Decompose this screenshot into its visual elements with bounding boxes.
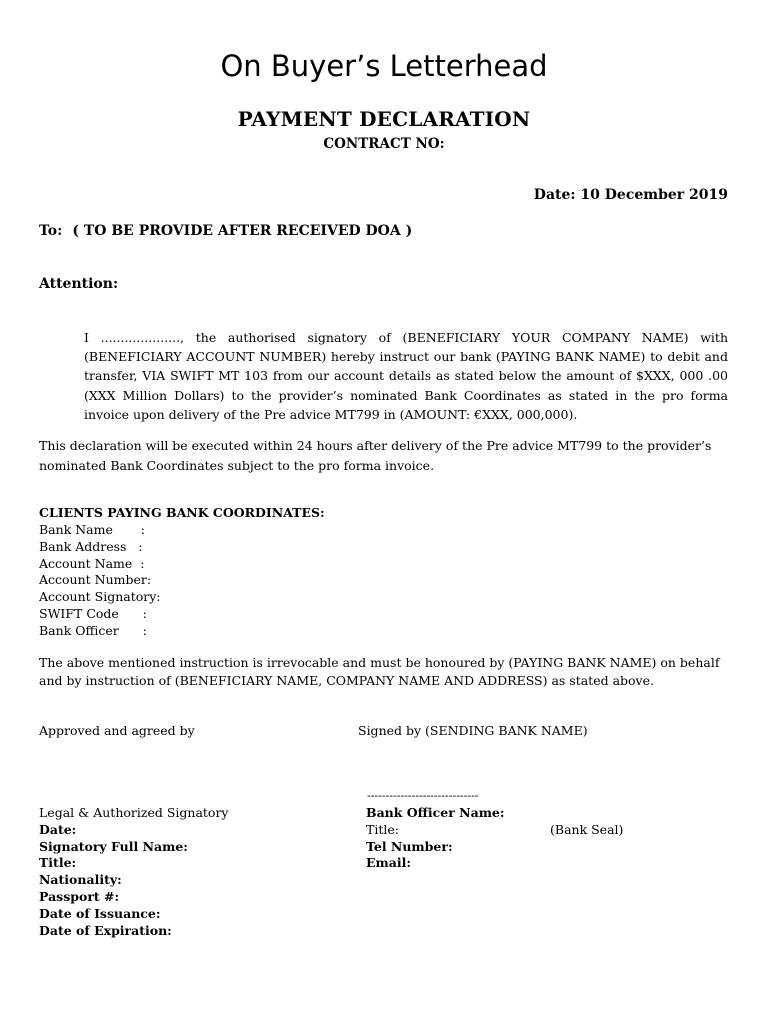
signatory-field: Date of Issuance: <box>39 905 161 921</box>
contract-number: CONTRACT NO: <box>323 136 445 152</box>
signatory-field: Signatory Full Name: <box>39 838 188 854</box>
document-date: Date: 10 December 2019 <box>533 187 728 203</box>
signatory-field: Passport #: <box>39 888 120 904</box>
signatory-field: Date: <box>39 821 77 837</box>
signatory-details <box>39 805 228 939</box>
approved-label: Approved and agreed by <box>39 723 195 738</box>
recipient-label: To: <box>39 223 63 239</box>
recipient-line <box>39 222 412 240</box>
coordinate-field: Account Number: <box>39 572 152 588</box>
coordinate-field: Bank Officer : <box>39 622 147 638</box>
bank-officer-field: Email: <box>366 855 411 871</box>
bank-officer-field: Tel Number: <box>366 838 453 854</box>
bank-coordinates-list <box>39 522 161 640</box>
coordinate-field: Account Name : <box>39 555 145 571</box>
bank-officer-details <box>366 805 504 872</box>
signed-by-label: Signed by (SENDING BANK NAME) <box>358 723 588 738</box>
irrevocable-paragraph: The above mentioned instruction is irrevocable and must be honoured by (PAYING BANK NAME) on behalf and by instruction of (BENEFICIARY NAME, COMPANY NAME AND ADDRESS) as stated above. <box>39 655 720 688</box>
bank-officer-field: Bank Officer Name: <box>366 805 505 820</box>
signatory-field: Nationality: <box>39 872 122 888</box>
instruction-paragraph: I ...................., the authorised signatory of (BENEFICIARY YOUR COMPANY NAME) with (BENEFICIARY ACCOUNT NUMBER) hereby instruct our bank (PAYING BANK NAME) to debit and transfer, VIA SWIFT MT 103 from our account details as stated below the amount of $XXX, 000 .00 (XXX Million Dollars) to the provider’s nominated Bank Coordinates as stated in the pro forma invoice upon delivery of the Pre advice MT799 in (AMOUNT: €XXX, 000,000). <box>84 330 728 422</box>
signatory-field: Date of Expiration: <box>39 922 172 938</box>
coordinate-field: Bank Address : <box>39 538 143 554</box>
coordinate-field: Bank Name : <box>39 522 145 537</box>
coordinate-field: Account Signatory: <box>39 589 161 605</box>
attention-label: Attention: <box>39 276 119 292</box>
execution-paragraph: This declaration will be executed within 24 hours after delivery of the Pre advice MT799 to the provider’s nominated Bank Coordinates subject to the pro forma invoice. <box>39 438 712 473</box>
bank-coordinates-heading: CLIENTS PAYING BANK COORDINATES: <box>39 505 325 520</box>
signatory-field: Title: <box>39 855 77 871</box>
coordinate-field: SWIFT Code : <box>39 605 147 621</box>
bank-seal-label: (Bank Seal) <box>550 822 624 837</box>
recipient-value: ( TO BE PROVIDE AFTER RECEIVED DOA ) <box>72 223 413 239</box>
document-title: PAYMENT DECLARATION <box>237 107 531 131</box>
signature-line: ------------------------------ <box>367 789 479 802</box>
letterhead-heading: On Buyer’s Letterhead <box>220 49 548 83</box>
signatory-field: Legal & Authorized Signatory <box>39 805 229 820</box>
bank-officer-field: Title: <box>366 821 399 837</box>
